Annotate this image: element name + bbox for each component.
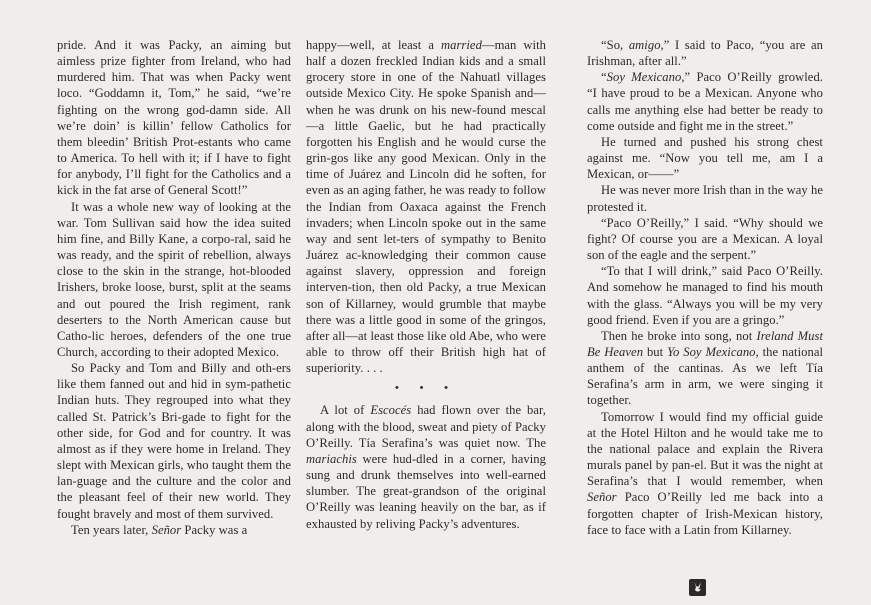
text-column-1 (57, 37, 291, 538)
paragraph: A lot of Escocés had flown over the bar, along with the blood, sweat and piety of Packy O’Reilly. Tía Serafina’s was quiet now. The mariachis were hud-dled in a corner, having sung and drunk themselves into well-earned slumber. The great-grandson of the original O’Reilly was leaning heavily on the bar, as if exhausted by reliving Packy’s adventures. (306, 403, 546, 531)
paragraph: He turned and pushed his strong chest against me. “Now you tell me, am I a Mexican, or——” (587, 134, 823, 182)
paragraph: Then he broke into song, not Ireland Must Be Heaven but Yo Soy Mexicano, the national anthem of the cantinas. As we left Tía Serafina’s arm in arm, we were singing it together. (587, 328, 824, 408)
paragraph: happy—well, at least a married—man with half a dozen freckled Indian kids and a small grocery store in one of the Nahuatl villages outside Mexico City. He spoke Spanish and—when he was drunk on his new-found mescal—a little Gaelic, but he had practically forgotten his English and he would curse the grin-gos like any good Mexican. Only in the time of Juárez and Lincoln did he soften, for even as an aging father, he was ready to follow the Indian from Oaxaca against the French invaders; when Lincoln spoke out in the same way and sent let-ters of sympathy to Benito Juárez ac-knowledging their common cause against slavery, oppression and foreign interven-tion, then old Packy, a true Mexican son of Killarney, would grumble that maybe there was a little good in some of the gringos, after all—at least those like old Abe, who were able to throw off their British high hat of superiority. . . . (306, 38, 547, 376)
paragraph: Ten years later, Señor Packy was a (71, 522, 248, 537)
text-column-2 (306, 37, 546, 532)
paragraph: “To that I will drink,” said Paco O’Reilly. And somehow he managed to find his mouth with the glass. “Always you will be my very good friend. Even if you are a gringo.” (587, 264, 823, 327)
paragraph: “Paco O’Reilly,” I said. “Why should we fight? Of course you are a Mexican. A loyal son of the eagle and the serpent.” (587, 215, 823, 263)
paragraph: “Soy Mexicano,” Paco O’Reilly growled. “I have proud to be a Mexican. Anyone who calls me anything else had better be ready to come outside and fight me in the street.” (587, 70, 823, 133)
text-column-3 (587, 37, 823, 538)
paragraph: “So, amigo,” I said to Paco, “you are an Irishman, after all.” (587, 38, 823, 69)
section-separator: • • • (394, 382, 458, 395)
paragraph: pride. And it was Packy, an aiming but aimless prize fighter from Ireland, who had murdered him. That was when Packy went loco. “Goddamn it, Tom,” he said, “we’re fighting on the wrong god-damn side. All we’re doin’ is killin’ fellow Catholics for them bleedin’ British Prot-estants who came to America. To hell with it; if I have to fight for anybody, I’ll fight for the Catholics and a kick in the fat arse of General Scott!” (57, 38, 291, 198)
paragraph: He was never more Irish than in the way he protested it. (587, 183, 823, 214)
paragraph: It was a whole new way of looking at the war. Tom Sullivan said how the idea suited him fine, and Billy Kane, a corpo-ral, said he was ready, and the spirit of rebellion, always close to the skin in the strange, hot-blooded Irishers, broke loose, burst, split at the seams and out poured the Irish regiment, rank deserters to the North American cause but Catho-lic heroes, defenders of the one true Church, according to their adopted Mexico. (57, 199, 291, 359)
paragraph: So Packy and Tom and Billy and oth-ers like them fanned out and hid in sym-pathetic Indian huts. They regrouped into what they called St. Patrick’s Bri-gade to fight for the other side, for God and for country. It was almost as if they were home in Ireland. They slept with Mexican girls, who taught them the lan-guage and the culture and the color and the pleasant feel of their new world. They fought bravely and most of them survived. (57, 361, 291, 521)
paragraph: Tomorrow I would find my official guide at the Hotel Hilton and he would take me to the national palace and explain the Rivera murals panel by pan-el. But it was the night at Serafina’s that I would remember, when Señor Paco O’Reilly led me back into a forgotten chapter of Irish-Mexican history, face to face with a Latin from Killarney. (587, 409, 823, 537)
rabbit-head-logo-icon (689, 579, 706, 596)
